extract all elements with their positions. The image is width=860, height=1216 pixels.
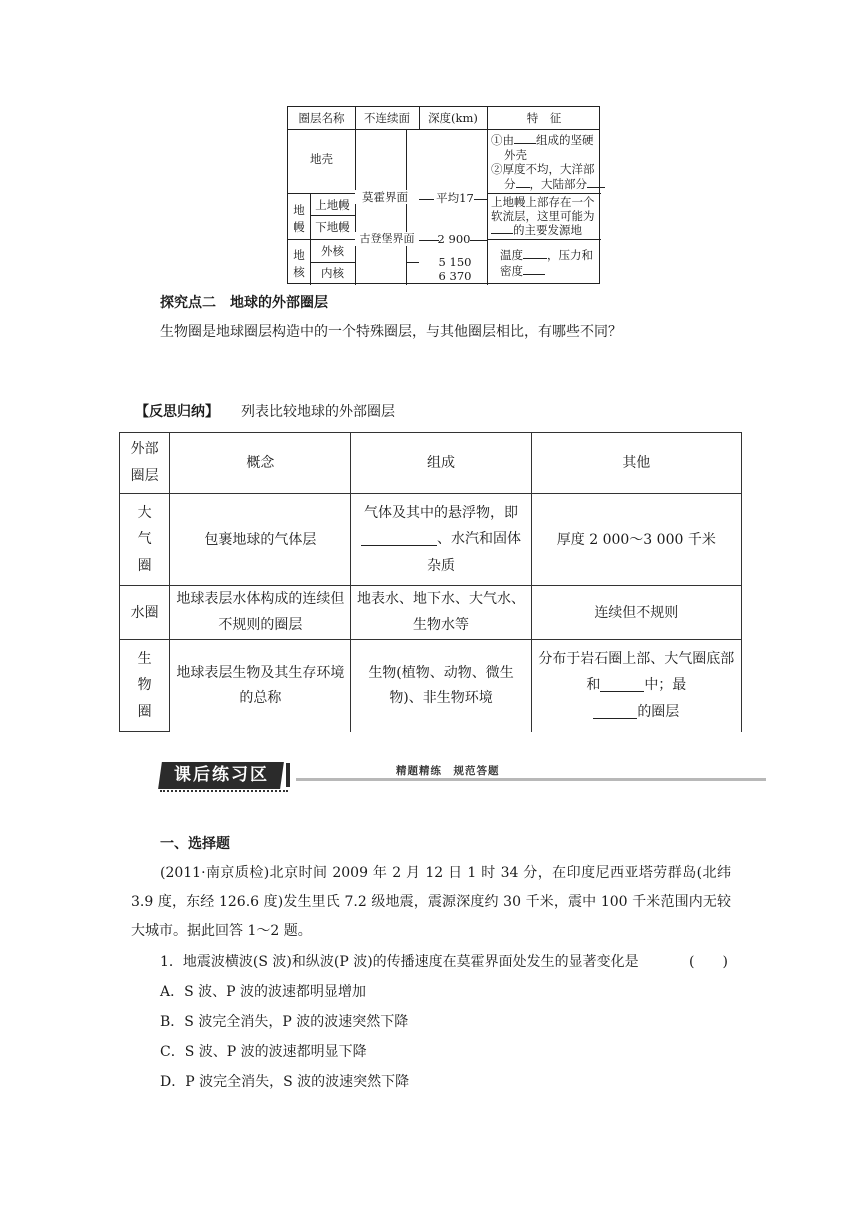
banner-subtitle: 精题精练 规范答题 — [396, 765, 500, 777]
gutenberg-label: 古登堡界面 — [355, 232, 419, 246]
crust-feature-1: ①由 组成的坚硬 — [491, 133, 594, 147]
question-1-answer-bracket: ( ) — [689, 954, 728, 970]
biosphere-other: 分布于岩石圈上部、大气圈底部和 中；最 的圈层 — [531, 640, 741, 732]
moho-label: 莫霍界面 — [355, 190, 415, 204]
header-concept: 概念 — [170, 433, 351, 494]
hydrosphere-concept: 地球表层水体构成的连续但不规则的圈层 — [170, 586, 351, 640]
earth-structure-table — [287, 106, 600, 284]
header-other: 其他 — [531, 433, 741, 494]
banner-rule — [296, 778, 766, 781]
mantle-label: 地 幔 — [293, 203, 305, 234]
option-c: C．S 波、P 波的波速都明显下降 — [160, 1044, 367, 1060]
header-outer-sphere: 外部圈层 — [120, 433, 170, 494]
option-b: B．S 波完全消失，P 波的波速突然下降 — [160, 1014, 409, 1030]
core-feature-1: 温度 ，压力和 — [500, 248, 593, 262]
option-d: D．P 波完全消失，S 波的波速突然下降 — [160, 1074, 410, 1090]
section-question: 生物圈是地球圈层构造中的一个特殊圈层，与其他圈层相比，有哪些不同？ — [160, 324, 622, 340]
exercise-heading: 一、选择题 — [160, 836, 230, 852]
depth-5150: 5 150 — [438, 255, 472, 269]
upper-mantle-label: 上地幔 — [315, 198, 350, 212]
crust-feature-2: ②厚度不均，大洋部 — [491, 162, 595, 176]
header-composition: 组成 — [351, 433, 531, 494]
core-label: 地 核 — [293, 248, 305, 279]
summary-tag: 【反思归纳】 — [135, 404, 219, 420]
summary-title: 列表比较地球的外部圈层 — [241, 404, 395, 420]
mantle-feature-1: 上地幔上部存在一个 — [491, 195, 595, 209]
crust-label: 地壳 — [310, 152, 333, 166]
summary-heading — [135, 401, 395, 423]
outer-core-label: 外核 — [321, 244, 344, 258]
atmosphere-name: 大 气 圈 — [120, 494, 170, 586]
depth-gutenberg: 2 900 — [437, 232, 471, 246]
hydrosphere-name: 水圈 — [120, 586, 170, 640]
biosphere-name: 生 物 圈 — [120, 640, 170, 732]
section-title: 探究点二 地球的外部圈层 — [160, 295, 328, 311]
atmosphere-composition: 气体及其中的悬浮物，即 、水汽和固体 杂质 — [351, 494, 531, 586]
banner-dotted-underline — [160, 790, 288, 792]
atmosphere-concept: 包裹地球的气体层 — [170, 494, 351, 586]
header-layer-name: 圈层名称 — [298, 111, 345, 125]
banner-accent-bar — [286, 763, 290, 787]
option-a: A．S 波、P 波的波速都明显增加 — [160, 984, 367, 1000]
core-feature-2: 密度 — [500, 264, 545, 278]
exercise-intro: (2011·南京质检)北京时间 2009 年 2 月 12 日 1 时 34 分，在印度尼西亚塔劳群岛(北纬 3.9 度，东经 126.6 度)发生里氏 7.2 级地震，震源深度约 30 千米，震中 100 千米范围内无较大城市。据此回答 1～2 题。 — [131, 865, 731, 939]
outer-sphere-table — [119, 432, 742, 732]
inner-core-label: 内核 — [321, 266, 344, 280]
depth-moho: 平均17 — [436, 191, 474, 205]
depth-6370: 6 370 — [438, 269, 472, 283]
header-feature: 特 征 — [526, 111, 562, 125]
practice-section-banner: 课后练习区 — [158, 762, 284, 789]
crust-feature-2-cont: 分 ，大陆部分 — [504, 177, 605, 191]
hydrosphere-other: 连续但不规则 — [531, 586, 741, 640]
atmosphere-other: 厚度 2 000～3 000 千米 — [531, 494, 741, 586]
question-1: 1．地震波横波(S 波)和纵波(P 波)的传播速度在莫霍界面处发生的显著变化是 — [160, 954, 639, 970]
lower-mantle-label: 下地幔 — [315, 220, 350, 234]
hydrosphere-composition: 地表水、地下水、大气水、生物水等 — [351, 586, 531, 640]
biosphere-concept: 地球表层生物及其生存环境的总称 — [170, 640, 351, 732]
mantle-feature-2: 软流层，这里可能为 — [491, 209, 595, 223]
crust-feature-1-cont: 外壳 — [504, 148, 527, 162]
biosphere-composition: 生物(植物、动物、微生物)、非生物环境 — [351, 640, 531, 732]
mantle-feature-3: 的主要发源地 — [491, 223, 582, 237]
header-discontinuity: 不连续面 — [364, 111, 410, 125]
header-depth: 深度(km) — [428, 111, 478, 125]
